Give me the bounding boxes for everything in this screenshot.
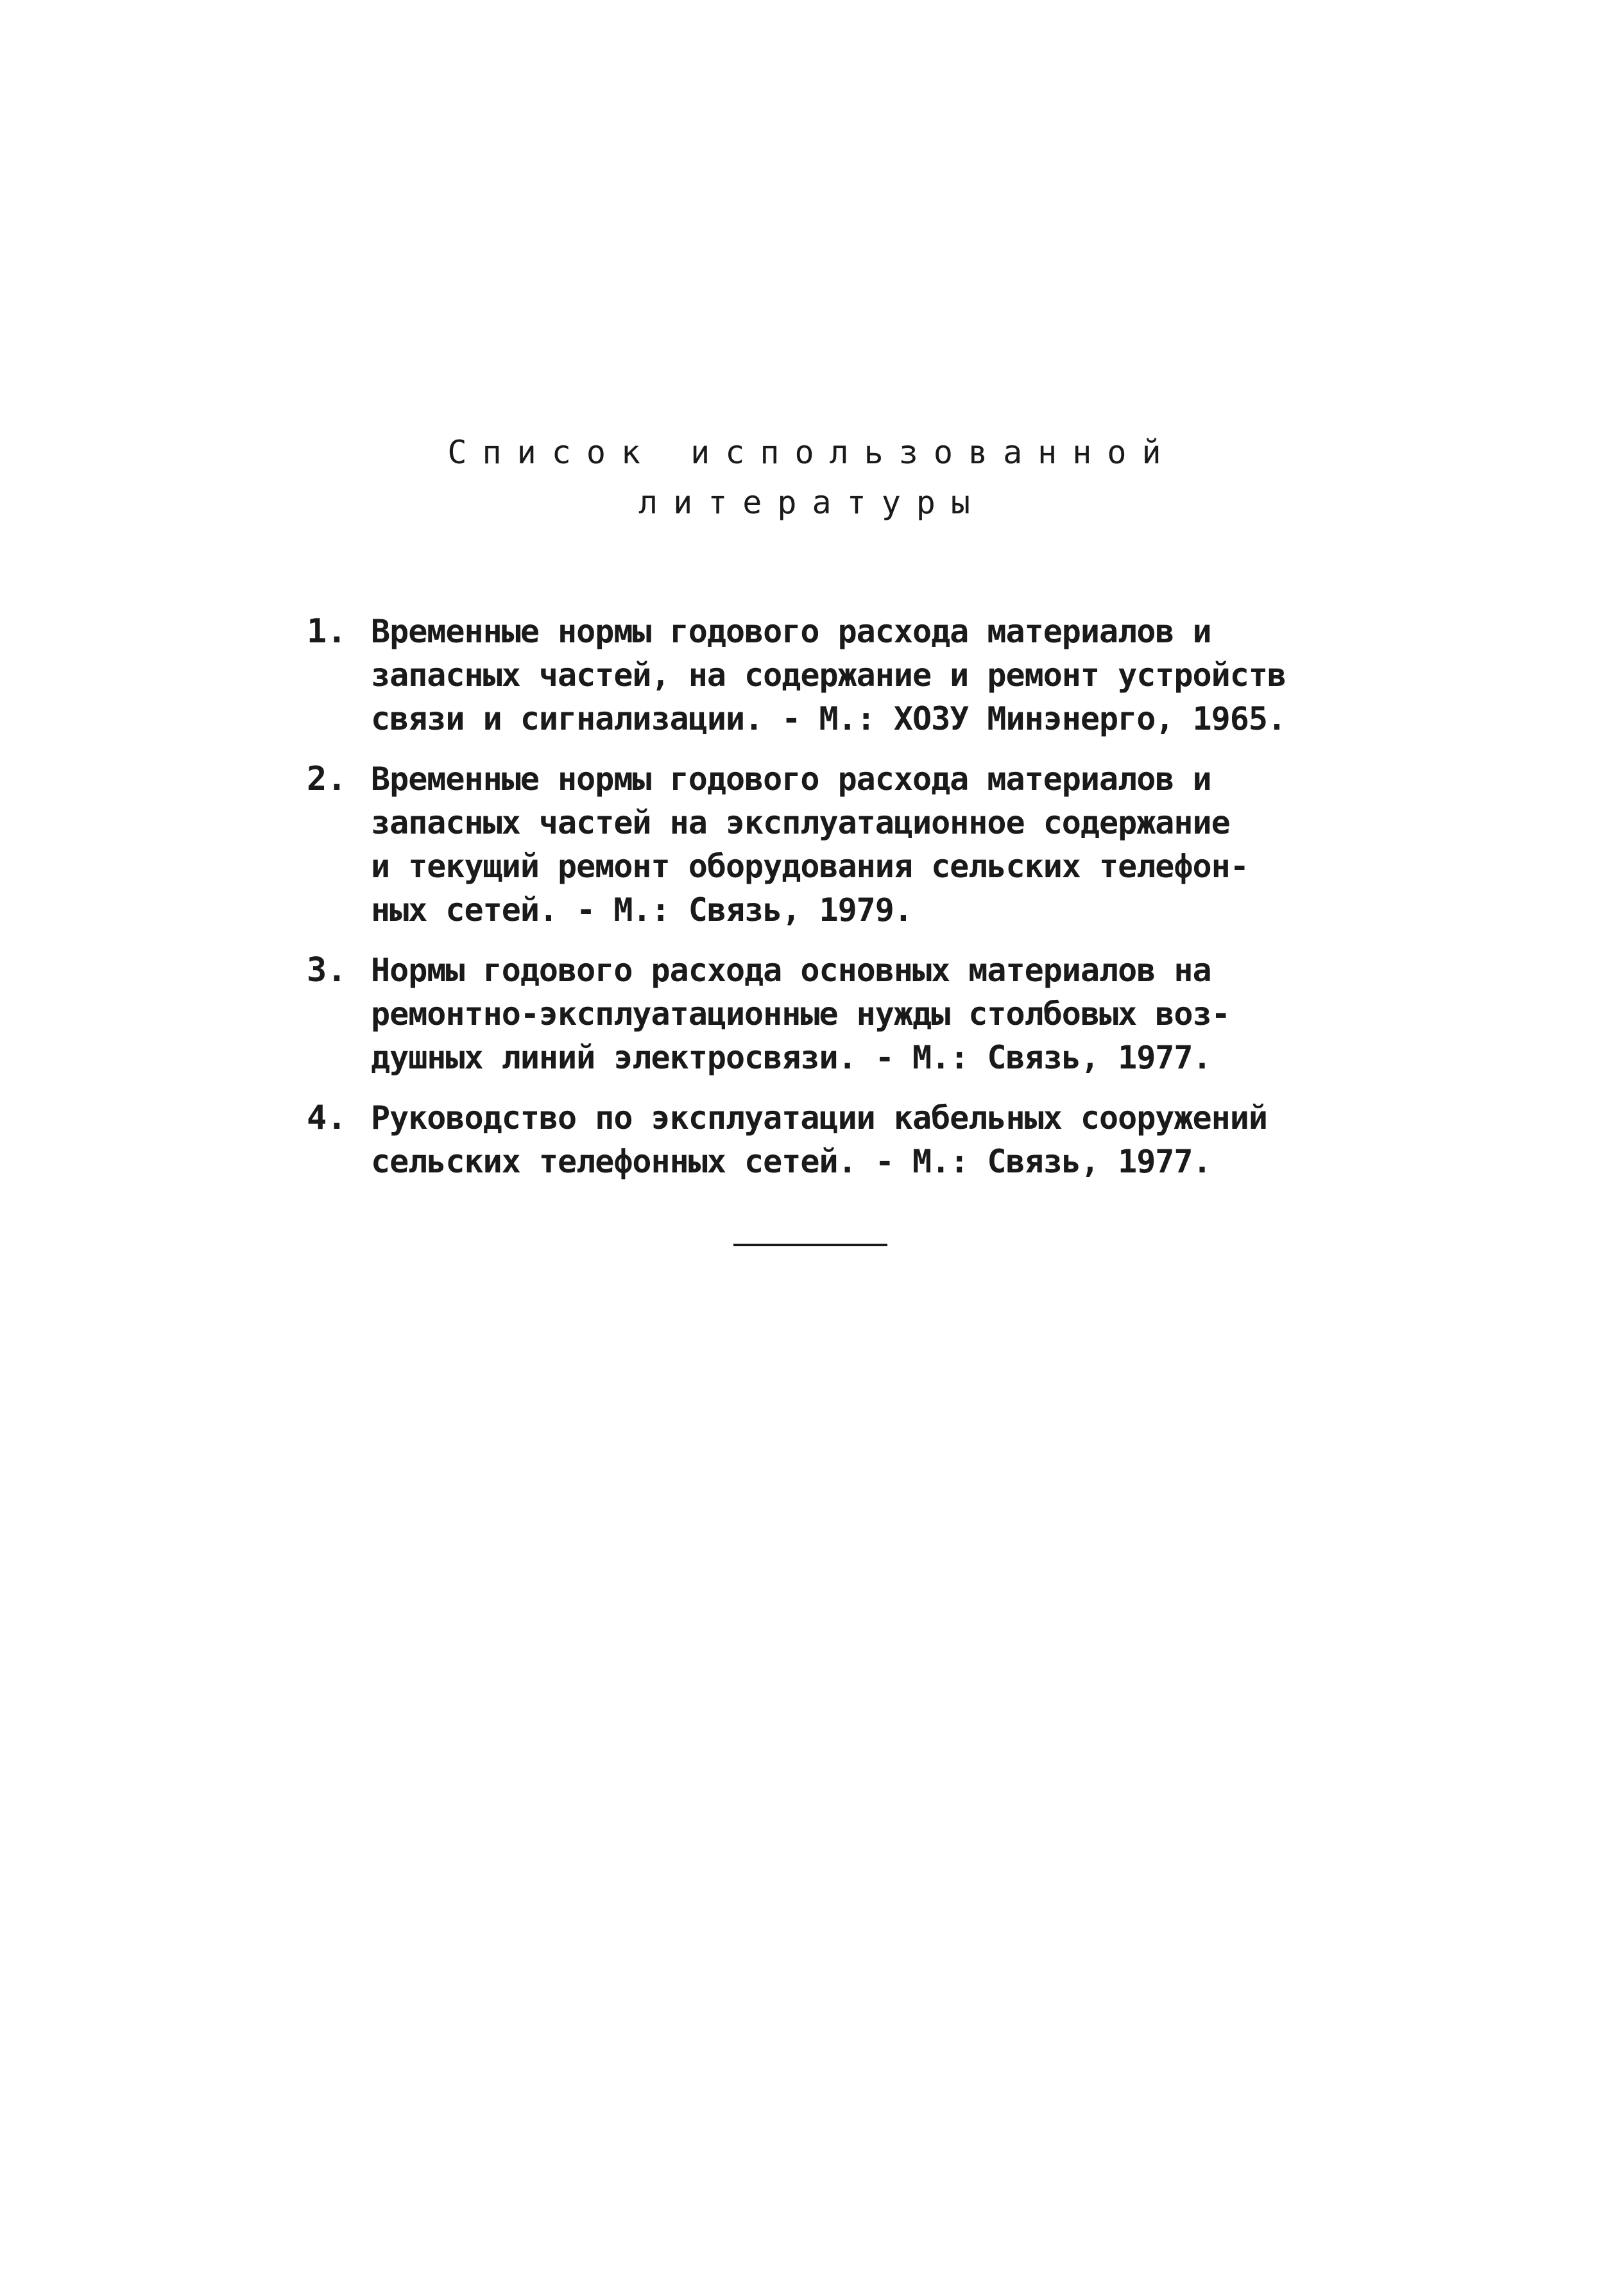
reference-item-4 bbox=[307, 1096, 1308, 1183]
reference-list bbox=[307, 610, 1308, 1200]
reference-text-line: Руководство по эксплуатации кабельных сооружений bbox=[371, 1099, 1267, 1136]
page-title: Список использованной bbox=[447, 434, 1177, 471]
reference-item-2 bbox=[307, 757, 1308, 932]
reference-number: 1. bbox=[307, 612, 347, 651]
reference-text-line: сельских телефонных сетей. - М.: Связь, 1977. bbox=[371, 1143, 1211, 1180]
reference-text-line: и текущий ремонт оборудования сельских телефон- bbox=[371, 848, 1249, 885]
reference-text-line: ных сетей. - М.: Связь, 1979. bbox=[371, 891, 912, 929]
reference-number: 4. bbox=[307, 1099, 347, 1137]
reference-number: 2. bbox=[307, 760, 347, 798]
reference-text-line: связи и сигнализации. - М.: ХОЗУ Минэнерго, 1965. bbox=[371, 700, 1286, 737]
reference-text-line: ремонтно-эксплуатационные нужды столбовых воз- bbox=[371, 995, 1230, 1033]
reference-text-line: душных линий электросвязи. - М.: Связь, 1977. bbox=[371, 1039, 1211, 1076]
reference-item-3 bbox=[307, 948, 1308, 1079]
end-divider bbox=[733, 1244, 887, 1246]
reference-text-line: Нормы годового расхода основных материалов на bbox=[371, 952, 1211, 989]
reference-text-line: запасных частей на эксплуатационное содержание bbox=[371, 804, 1230, 841]
reference-text-line: запасных частей, на содержание и ремонт устройств bbox=[371, 656, 1286, 694]
reference-text-line: Временные нормы годового расхода материалов и bbox=[371, 760, 1211, 798]
reference-text-line: Временные нормы годового расхода материалов и bbox=[371, 613, 1211, 650]
page-title-continuation: литературы bbox=[638, 484, 986, 521]
reference-number: 3. bbox=[307, 951, 347, 990]
reference-item-1 bbox=[307, 610, 1308, 741]
